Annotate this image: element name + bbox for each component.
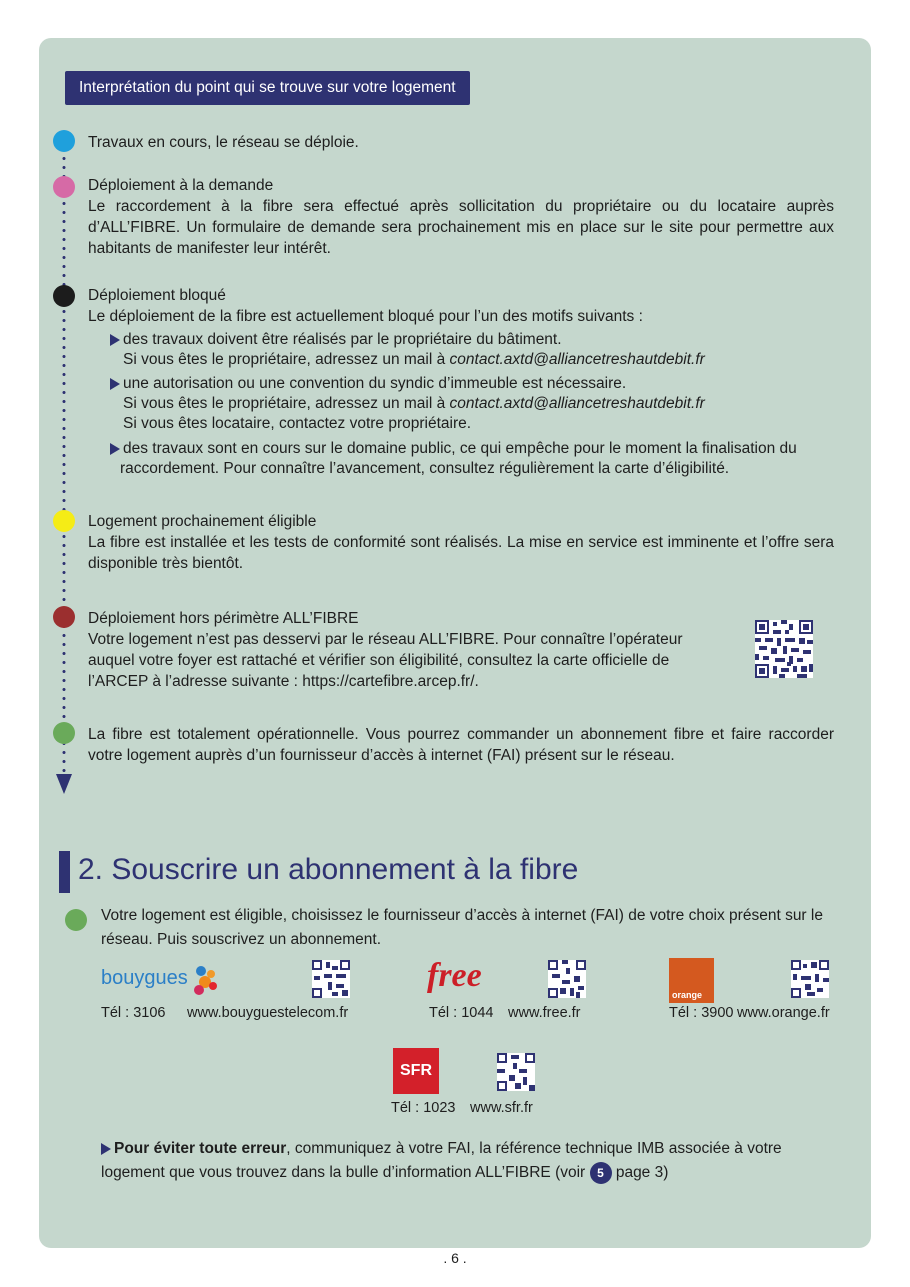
status-title: Déploiement hors périmètre ALL’FIBRE (88, 610, 359, 627)
bullet-arrow-icon (110, 334, 120, 346)
reason-text: des travaux sont en cours sur le domaine public, ce qui empêche pour le moment la finalisation du (123, 440, 797, 457)
free-logo[interactable] (425, 956, 517, 998)
sfr-logo[interactable]: SFR (393, 1048, 439, 1094)
bouygues-qr-code[interactable] (312, 960, 350, 998)
section-intro: Votre logement est éligible, choisissez le fournisseur d’accès à internet (FAI) de votre choix présent sur le réseau. Puis souscrivez un abonnement. (101, 907, 823, 948)
blocked-reason-2 (110, 374, 626, 394)
blocked-reason-2-contact (123, 394, 705, 414)
blocked-reason-1 (110, 330, 562, 350)
contact-email-link[interactable]: contact.axtd@alliancetreshautdebit.fr (449, 351, 705, 368)
imb-reference-note (101, 1137, 841, 1185)
bouygues-tel: Tél : 3106 (101, 1005, 166, 1021)
status-title: Logement prochainement éligible (88, 513, 317, 530)
blocked-reason-3 (110, 439, 797, 459)
reason-text: des travaux doivent être réalisés par le propriétaire du bâtiment. (123, 331, 562, 348)
bullet-arrow-icon (101, 1143, 111, 1155)
note-text: , communiquez à votre FAI, la référence technique IMB associée à votre logement que vous trouvez dans la bulle d’information ALL’FIBRE (voir (101, 1140, 782, 1181)
orange-logo-text: orange (672, 990, 703, 1000)
section-marker (59, 851, 70, 893)
status-dot-black (53, 285, 75, 307)
bullet-arrow-icon (110, 443, 120, 455)
reason-text: Si vous êtes le propriétaire, adressez un mail à (123, 395, 450, 412)
status-item-in-progress (88, 132, 834, 153)
free-qr-code[interactable] (548, 960, 586, 998)
status-text: Le déploiement de la fibre est actuellement bloqué pour l’un des motifs suivants : (88, 308, 643, 325)
timeline-arrow-icon (56, 774, 72, 794)
status-dot-green (53, 722, 75, 744)
reason-text: Si vous êtes le propriétaire, adressez un mail à (123, 351, 450, 368)
free-url[interactable]: www.free.fr (508, 1005, 581, 1021)
timeline-dotted-line (62, 145, 66, 775)
section-header-badge: Interprétation du point qui se trouve sur votre logement (65, 71, 470, 105)
note-bold: Pour éviter toute erreur (114, 1140, 287, 1157)
status-item-on-demand (88, 175, 834, 259)
bullet-arrow-icon (110, 378, 120, 390)
bouygues-logo[interactable] (101, 958, 221, 1000)
status-title: Déploiement à la demande (88, 177, 274, 194)
note-after: page 3) (611, 1164, 669, 1181)
status-dot-blue (53, 130, 75, 152)
bouygues-logo-text: bouygues (101, 967, 188, 989)
eligible-dot-green (65, 909, 87, 931)
bouygues-url[interactable]: www.bouyguestelecom.fr (187, 1005, 349, 1021)
free-tel: Tél : 1044 (429, 1005, 494, 1021)
orange-url[interactable]: www.orange.fr (737, 1005, 830, 1021)
status-text: La fibre est installée et les tests de conformité sont réalisés. La mise en service est imminente et l’offre sera disponible très bientôt. (88, 534, 834, 572)
status-dot-yellow (53, 510, 75, 532)
status-title: Déploiement bloqué (88, 287, 226, 304)
sfr-qr-code[interactable] (497, 1053, 535, 1091)
status-item-blocked (88, 285, 834, 327)
free-logo-text: free (427, 957, 482, 994)
status-item-out-of-scope (88, 608, 688, 692)
status-item-soon-eligible (88, 511, 834, 574)
sfr-tel: Tél : 1023 (391, 1100, 456, 1116)
reason-text: une autorisation ou une convention du syndic d’immeuble est nécessaire. (123, 375, 627, 392)
arcep-qr-code[interactable] (755, 620, 813, 678)
sfr-url[interactable]: www.sfr.fr (470, 1100, 533, 1116)
blocked-reason-2-tenant: Si vous êtes locataire, contactez votre propriétaire. (123, 415, 472, 432)
blocked-reason-3-cont: raccordement. Pour connaître l’avancement, consultez régulièrement la carte d’éligibilité. (120, 460, 730, 477)
orange-logo[interactable] (669, 958, 714, 1003)
status-dot-brown (53, 606, 75, 628)
page-reference-badge: 5 (590, 1162, 612, 1184)
orange-qr-code[interactable] (791, 960, 829, 998)
status-text: Le raccordement à la fibre sera effectué après sollicitation du propriétaire ou du locataire auprès d’ALL’FIBRE. Un formulaire de demande sera prochainement mis en place sur le site pour permettre aux habitants de manifester leur intérêt. (88, 198, 834, 257)
status-text: Votre logement n’est pas desservi par le réseau ALL’FIBRE. Pour connaître l’opérateur auquel votre foyer est rattaché et vérifier son éligibilité, consultez la carte officielle de l’ARCEP à l’adresse suivante : https://cartefibre.arcep.fr/. (88, 631, 683, 690)
contact-email-link[interactable]: contact.axtd@alliancetreshautdebit.fr (449, 395, 705, 412)
page-number: . 6 . (443, 1250, 467, 1266)
orange-tel: Tél : 3900 (669, 1005, 734, 1021)
status-title: Travaux en cours, le réseau se déploie. (88, 134, 359, 151)
section-title: 2. Souscrire un abonnement à la fibre (78, 853, 579, 886)
status-dot-pink (53, 176, 75, 198)
blocked-reason-1-contact (123, 350, 705, 370)
status-item-operational (88, 724, 834, 766)
status-title: La fibre est totalement opérationnelle. Vous pourrez commander un abonnement fibre et faire raccorder votre logement auprès d’un fournisseur d’accès à internet (FAI) présent sur le réseau. (88, 726, 834, 764)
